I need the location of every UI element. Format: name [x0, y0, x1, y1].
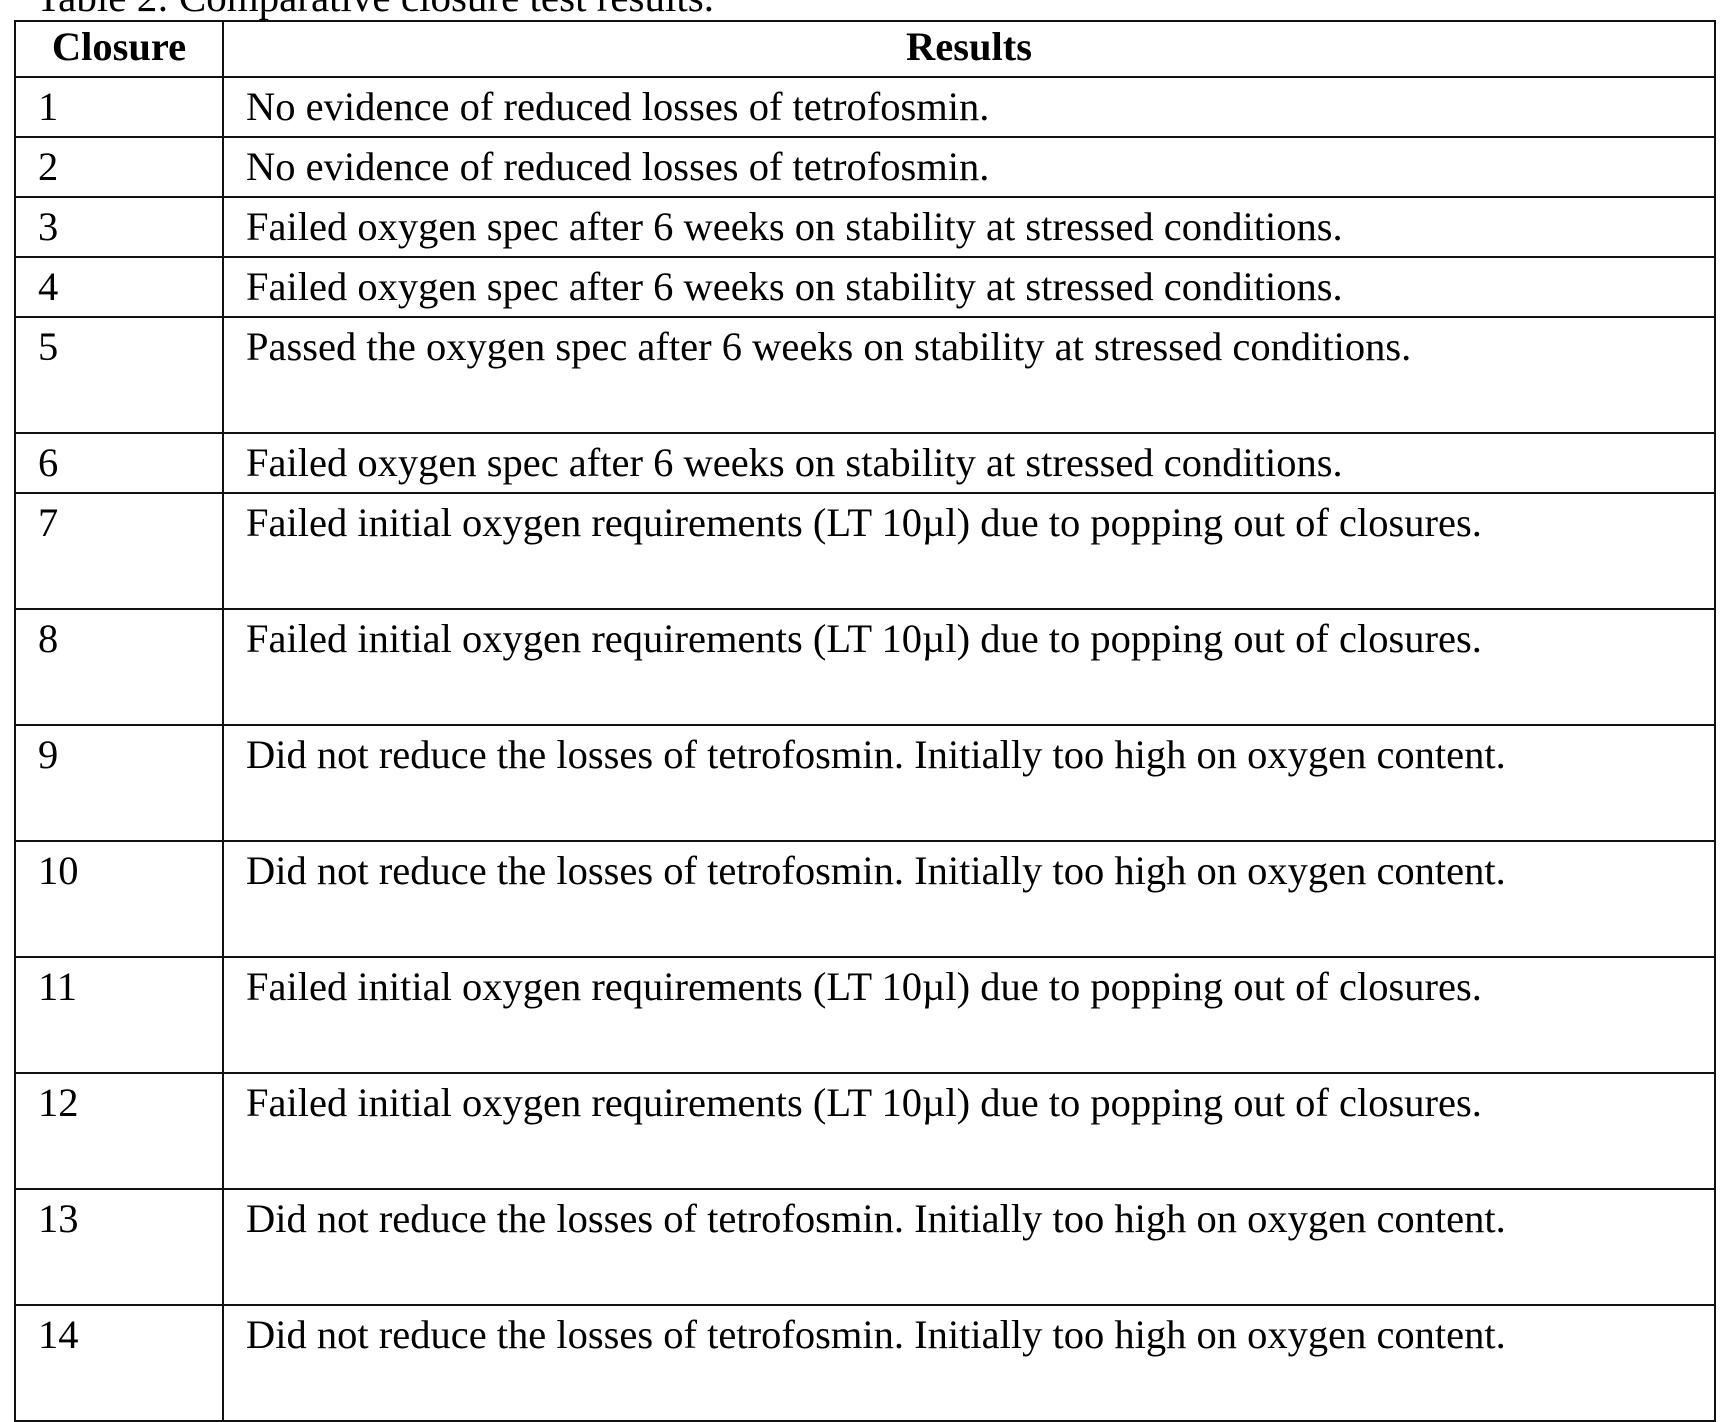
table-row: [15, 433, 1715, 493]
closure-number: 14: [15, 1305, 223, 1421]
table-row: [15, 77, 1715, 137]
table-row: [15, 197, 1715, 257]
closure-number: 4: [15, 257, 223, 317]
closure-number: 2: [15, 137, 223, 197]
closure-result: Failed oxygen spec after 6 weeks on stability at stressed conditions.: [223, 197, 1715, 257]
table-row: [15, 609, 1715, 725]
closure-number: 5: [15, 317, 223, 433]
table-row: [15, 957, 1715, 1073]
closure-number: 13: [15, 1189, 223, 1305]
table-row: [15, 841, 1715, 957]
closure-result: Failed oxygen spec after 6 weeks on stability at stressed conditions.: [223, 433, 1715, 493]
closure-result: Failed initial oxygen requirements (LT 10µl) due to popping out of closures.: [223, 493, 1715, 609]
table-caption: [36, 0, 714, 21]
closure-result: Passed the oxygen spec after 6 weeks on stability at stressed conditions.: [223, 317, 1715, 433]
table-row: [15, 725, 1715, 841]
closure-number: 9: [15, 725, 223, 841]
table-row: [15, 1305, 1715, 1421]
closure-number: 1: [15, 77, 223, 137]
table-row: [15, 317, 1715, 433]
closure-result: Did not reduce the losses of tetrofosmin. Initially too high on oxygen content.: [223, 1189, 1715, 1305]
closure-result: Did not reduce the losses of tetrofosmin. Initially too high on oxygen content.: [223, 725, 1715, 841]
closure-result: Did not reduce the losses of tetrofosmin. Initially too high on oxygen content.: [223, 841, 1715, 957]
table-row: [15, 1189, 1715, 1305]
closure-number: 8: [15, 609, 223, 725]
table-header-row: [15, 21, 1715, 77]
closure-result: Failed initial oxygen requirements (LT 10µl) due to popping out of closures.: [223, 609, 1715, 725]
table-row: [15, 493, 1715, 609]
closure-number: 10: [15, 841, 223, 957]
table-row: [15, 137, 1715, 197]
closure-number: 11: [15, 957, 223, 1073]
header-closure: Closure: [15, 21, 223, 77]
header-results: Results: [223, 21, 1715, 77]
closure-result: Failed initial oxygen requirements (LT 10µl) due to popping out of closures.: [223, 957, 1715, 1073]
closure-result: No evidence of reduced losses of tetrofosmin.: [223, 77, 1715, 137]
closure-result: Did not reduce the losses of tetrofosmin. Initially too high on oxygen content.: [223, 1305, 1715, 1421]
closure-number: 6: [15, 433, 223, 493]
table-row: [15, 1073, 1715, 1189]
table-row: [15, 257, 1715, 317]
closure-number: 12: [15, 1073, 223, 1189]
closure-result: Failed initial oxygen requirements (LT 10µl) due to popping out of closures.: [223, 1073, 1715, 1189]
closure-result: No evidence of reduced losses of tetrofosmin.: [223, 137, 1715, 197]
closure-results-table: [14, 20, 1716, 1422]
closure-result: Failed oxygen spec after 6 weeks on stability at stressed conditions.: [223, 257, 1715, 317]
closure-number: 3: [15, 197, 223, 257]
closure-number: 7: [15, 493, 223, 609]
